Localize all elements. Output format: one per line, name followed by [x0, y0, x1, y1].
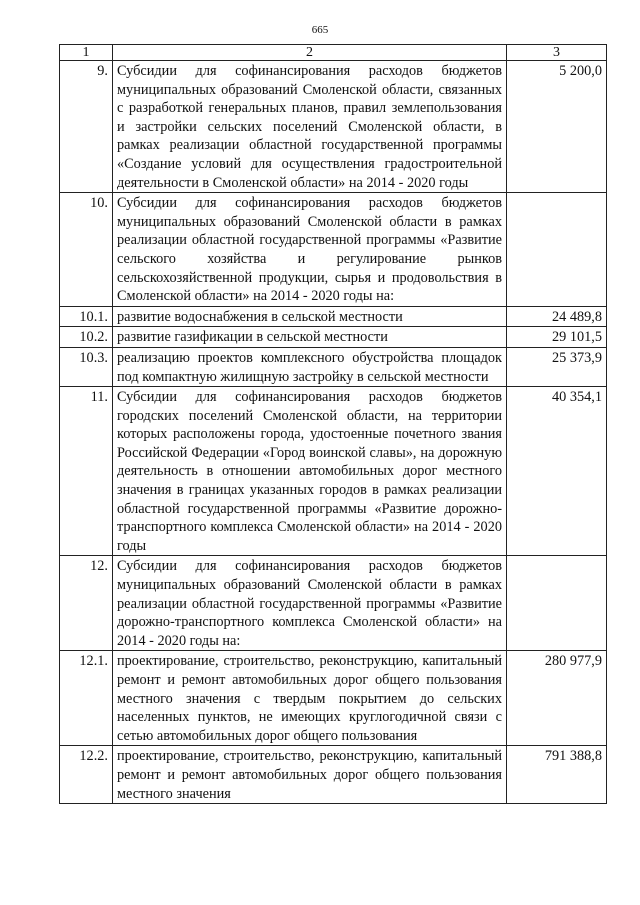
row-amount: 25 373,9	[507, 347, 607, 386]
row-amount: 29 101,5	[507, 327, 607, 348]
row-number: 10.1.	[60, 306, 113, 327]
header-col-2: 2	[113, 45, 507, 61]
budget-table	[59, 44, 607, 804]
table-row	[60, 306, 607, 327]
row-description: Субсидии для софинансирования расходов бюджетов муниципальных образований Смоленской области в рамках реализации областной государственной программы «Развитие дорожно-транспортного комплекса Смоленской области» на 2014 - 2020 годы на:	[113, 556, 507, 651]
row-number: 9.	[60, 61, 113, 193]
row-number: 12.1.	[60, 651, 113, 746]
row-amount: 791 388,8	[507, 746, 607, 804]
page-number: 665	[311, 24, 329, 36]
header-col-3: 3	[507, 45, 607, 61]
row-number: 10.	[60, 193, 113, 307]
row-number: 12.	[60, 556, 113, 651]
row-number: 10.2.	[60, 327, 113, 348]
table-header-row	[60, 45, 607, 61]
row-description: Субсидии для софинансирования расходов бюджетов муниципальных образований Смоленской области, связанных с разработкой генеральных планов, правил землепользования и застройки сельских поселений Смоленской области, в рамках реализации областной государственной программы «Создание условий для осуществления градостроительной деятельности в Смоленской области» на 2014 - 2020 годы	[113, 61, 507, 193]
row-amount	[507, 556, 607, 651]
row-description: проектирование, строительство, реконструкцию, капитальный ремонт и ремонт автомобильных дорог общего пользования местного значения с твердым покрытием до сельских населенных пунктов, не имеющих круглогодичной связи с сетью автомобильных дорог общего пользования	[113, 651, 507, 746]
table-row	[60, 556, 607, 651]
row-amount: 5 200,0	[507, 61, 607, 193]
row-description: реализацию проектов комплексного обустройства площадок под компактную жилищную застройку в сельской местности	[113, 347, 507, 386]
table-row	[60, 347, 607, 386]
row-amount: 24 489,8	[507, 306, 607, 327]
table-row	[60, 61, 607, 193]
table-row	[60, 327, 607, 348]
row-description: проектирование, строительство, реконструкцию, капитальный ремонт и ремонт автомобильных дорог общего пользования местного значения	[113, 746, 507, 804]
row-description: развитие газификации в сельской местности	[113, 327, 507, 348]
table-row	[60, 746, 607, 804]
row-description: развитие водоснабжения в сельской местности	[113, 306, 507, 327]
header-col-1: 1	[60, 45, 113, 61]
row-number: 12.2.	[60, 746, 113, 804]
row-number: 11.	[60, 387, 113, 556]
table-row	[60, 651, 607, 746]
row-amount: 40 354,1	[507, 387, 607, 556]
row-description: Субсидии для софинансирования расходов бюджетов городских поселений Смоленской области, на территории которых расположены города, удостоенные почетного звания Российской Федерации «Город воинской славы», на дорожную деятельность в отношении автомобильных дорог местного значения в границах указанных городов в рамках реализации областной государственной программы «Развитие дорожно-транспортного комплекса Смоленской области» на 2014 - 2020 годы	[113, 387, 507, 556]
table-row	[60, 193, 607, 307]
row-amount: 280 977,9	[507, 651, 607, 746]
row-number: 10.3.	[60, 347, 113, 386]
row-description: Субсидии для софинансирования расходов бюджетов муниципальных образований Смоленской области в рамках реализации областной государственной программы «Развитие сельского хозяйства и регулирование рынков сельскохозяйственной продукции, сырья и продовольствия в Смоленской области» на 2014 - 2020 годы на:	[113, 193, 507, 307]
row-amount	[507, 193, 607, 307]
table-row	[60, 387, 607, 556]
